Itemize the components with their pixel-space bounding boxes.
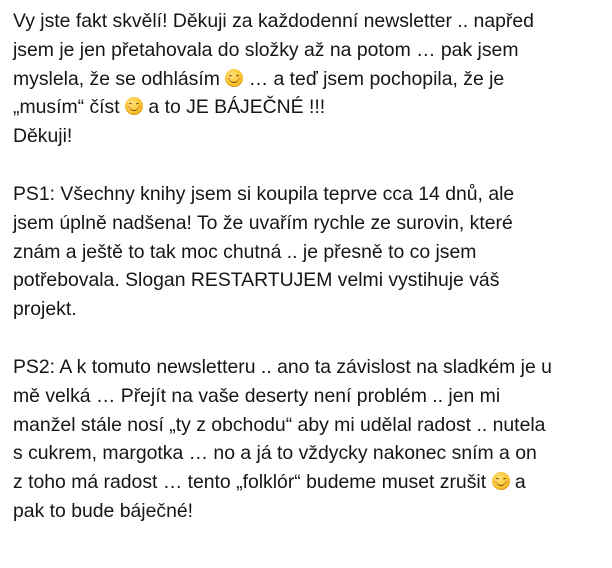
text-line: znám a ještě to tak moc chutná .. je přesně to co jsem xyxy=(13,240,477,263)
text-line xyxy=(13,93,609,122)
text-line: projekt. xyxy=(13,298,77,321)
text-line: Děkuji! xyxy=(13,125,73,148)
text-segment: a xyxy=(509,471,526,494)
text-line: Vy jste fakt skvělí! Děkuji za každodenní newsletter .. napřed xyxy=(13,10,534,32)
text-line: PS1: Všechny knihy jsem si koupila teprve cca 14 dnů, ale xyxy=(13,182,515,205)
text-line: jsem je jen přetahovala do složky až na potom … pak jsem xyxy=(13,38,519,61)
text-line xyxy=(13,468,609,497)
paragraph-ps2 xyxy=(13,353,609,526)
paragraph-ps1 xyxy=(13,180,609,324)
paragraph-gap xyxy=(13,151,609,180)
paragraph-thanks xyxy=(13,7,609,151)
text-segment: a to JE BÁJEČNÉ !!! xyxy=(143,96,326,119)
paragraph-gap xyxy=(13,324,609,353)
message-text xyxy=(13,7,609,526)
smiling-face-icon xyxy=(492,472,510,490)
text-line: manžel stále nosí „ty z obchodu“ aby mi udělal radost .. nutela xyxy=(13,413,546,436)
text-line: mě velká … Přejít na vaše deserty není problém .. jen mi xyxy=(13,384,501,407)
text-line: pak to bude báječné! xyxy=(13,499,194,522)
text-segment: … a teď jsem pochopila, že je xyxy=(243,67,505,90)
text-line: PS2: A k tomuto newsletteru .. ano ta závislost na sladkém je u xyxy=(13,355,552,378)
text-segment: z toho má radost … tento „folklór“ budeme muset zrušit xyxy=(13,471,487,494)
smiling-face-icon xyxy=(125,97,143,115)
text-line xyxy=(13,65,609,94)
text-segment: myslela, že se odhlásím xyxy=(13,67,220,90)
smiling-face-icon xyxy=(225,69,243,87)
text-line: jsem úplně nadšena! To že uvařím rychle ze surovin, které xyxy=(13,211,513,234)
text-line: s cukrem, margotka … no a já to vždycky nakonec sním a on xyxy=(13,442,537,465)
text-line: potřebovala. Slogan RESTARTUJEM velmi vystihuje váš xyxy=(13,269,500,292)
text-segment: „musím“ číst xyxy=(13,96,120,119)
